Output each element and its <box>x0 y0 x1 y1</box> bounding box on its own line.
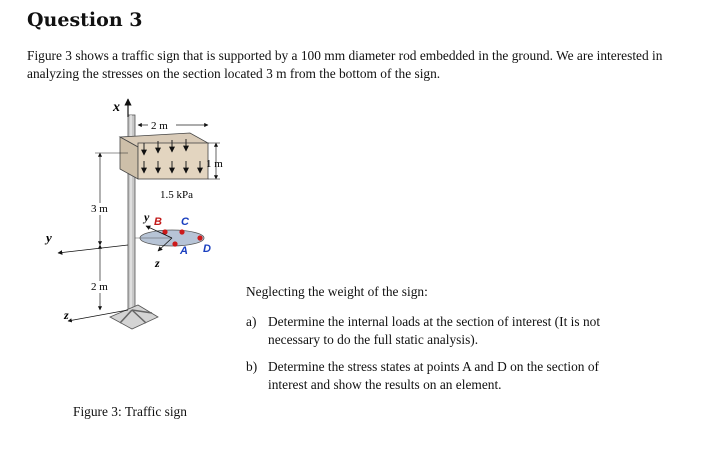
figure-caption: Figure 3: Traffic sign <box>73 404 187 419</box>
question-title: Question 3 <box>27 9 143 31</box>
sign-face <box>138 143 208 179</box>
task-part-b <box>246 358 626 394</box>
part-a-text: Determine the internal loads at the section of interest (It is not necessary to do the full static analysis). <box>268 314 601 347</box>
traffic-sign-figure <box>40 95 250 345</box>
traffic-sign-drawing <box>40 95 250 345</box>
z-axis-label: z <box>64 308 69 322</box>
question-intro: Figure 3 shows a traffic sign that is supported by a 100 mm diameter rod embedded in the ground. We are interested in analyzing the stresses on the section located 3 m from the bottom of the sign. <box>27 48 663 81</box>
task-block <box>246 283 626 403</box>
height-label: 1 m <box>206 158 223 170</box>
width-label: 2 m <box>151 120 168 132</box>
task-parts <box>246 313 626 394</box>
lower-distance-label: 2 m <box>91 281 108 293</box>
point-d-dot <box>197 235 202 240</box>
part-a-marker: a) <box>246 314 257 329</box>
y-axis-arrow <box>58 245 128 253</box>
point-c-label: C <box>181 216 189 228</box>
point-a-dot <box>172 241 177 246</box>
task-lead: Neglecting the weight of the sign: <box>246 284 428 299</box>
part-b-marker: b) <box>246 359 258 374</box>
x-axis-label: x <box>113 100 120 115</box>
section-y-label: y <box>144 210 150 224</box>
point-b-label: B <box>154 216 162 228</box>
point-c-dot <box>179 229 184 234</box>
part-b-text: Determine the stress states at points A and D on the section of interest and show the results on an element. <box>268 359 599 392</box>
section-z-label: z <box>155 256 160 270</box>
upper-distance-label: 3 m <box>91 203 108 215</box>
point-d-label: D <box>203 243 211 255</box>
task-part-a <box>246 313 626 349</box>
point-a-label: A <box>180 245 188 257</box>
ground-base <box>110 305 158 329</box>
y-axis-label: y <box>46 230 52 245</box>
pressure-label: 1.5 kPa <box>160 189 193 201</box>
